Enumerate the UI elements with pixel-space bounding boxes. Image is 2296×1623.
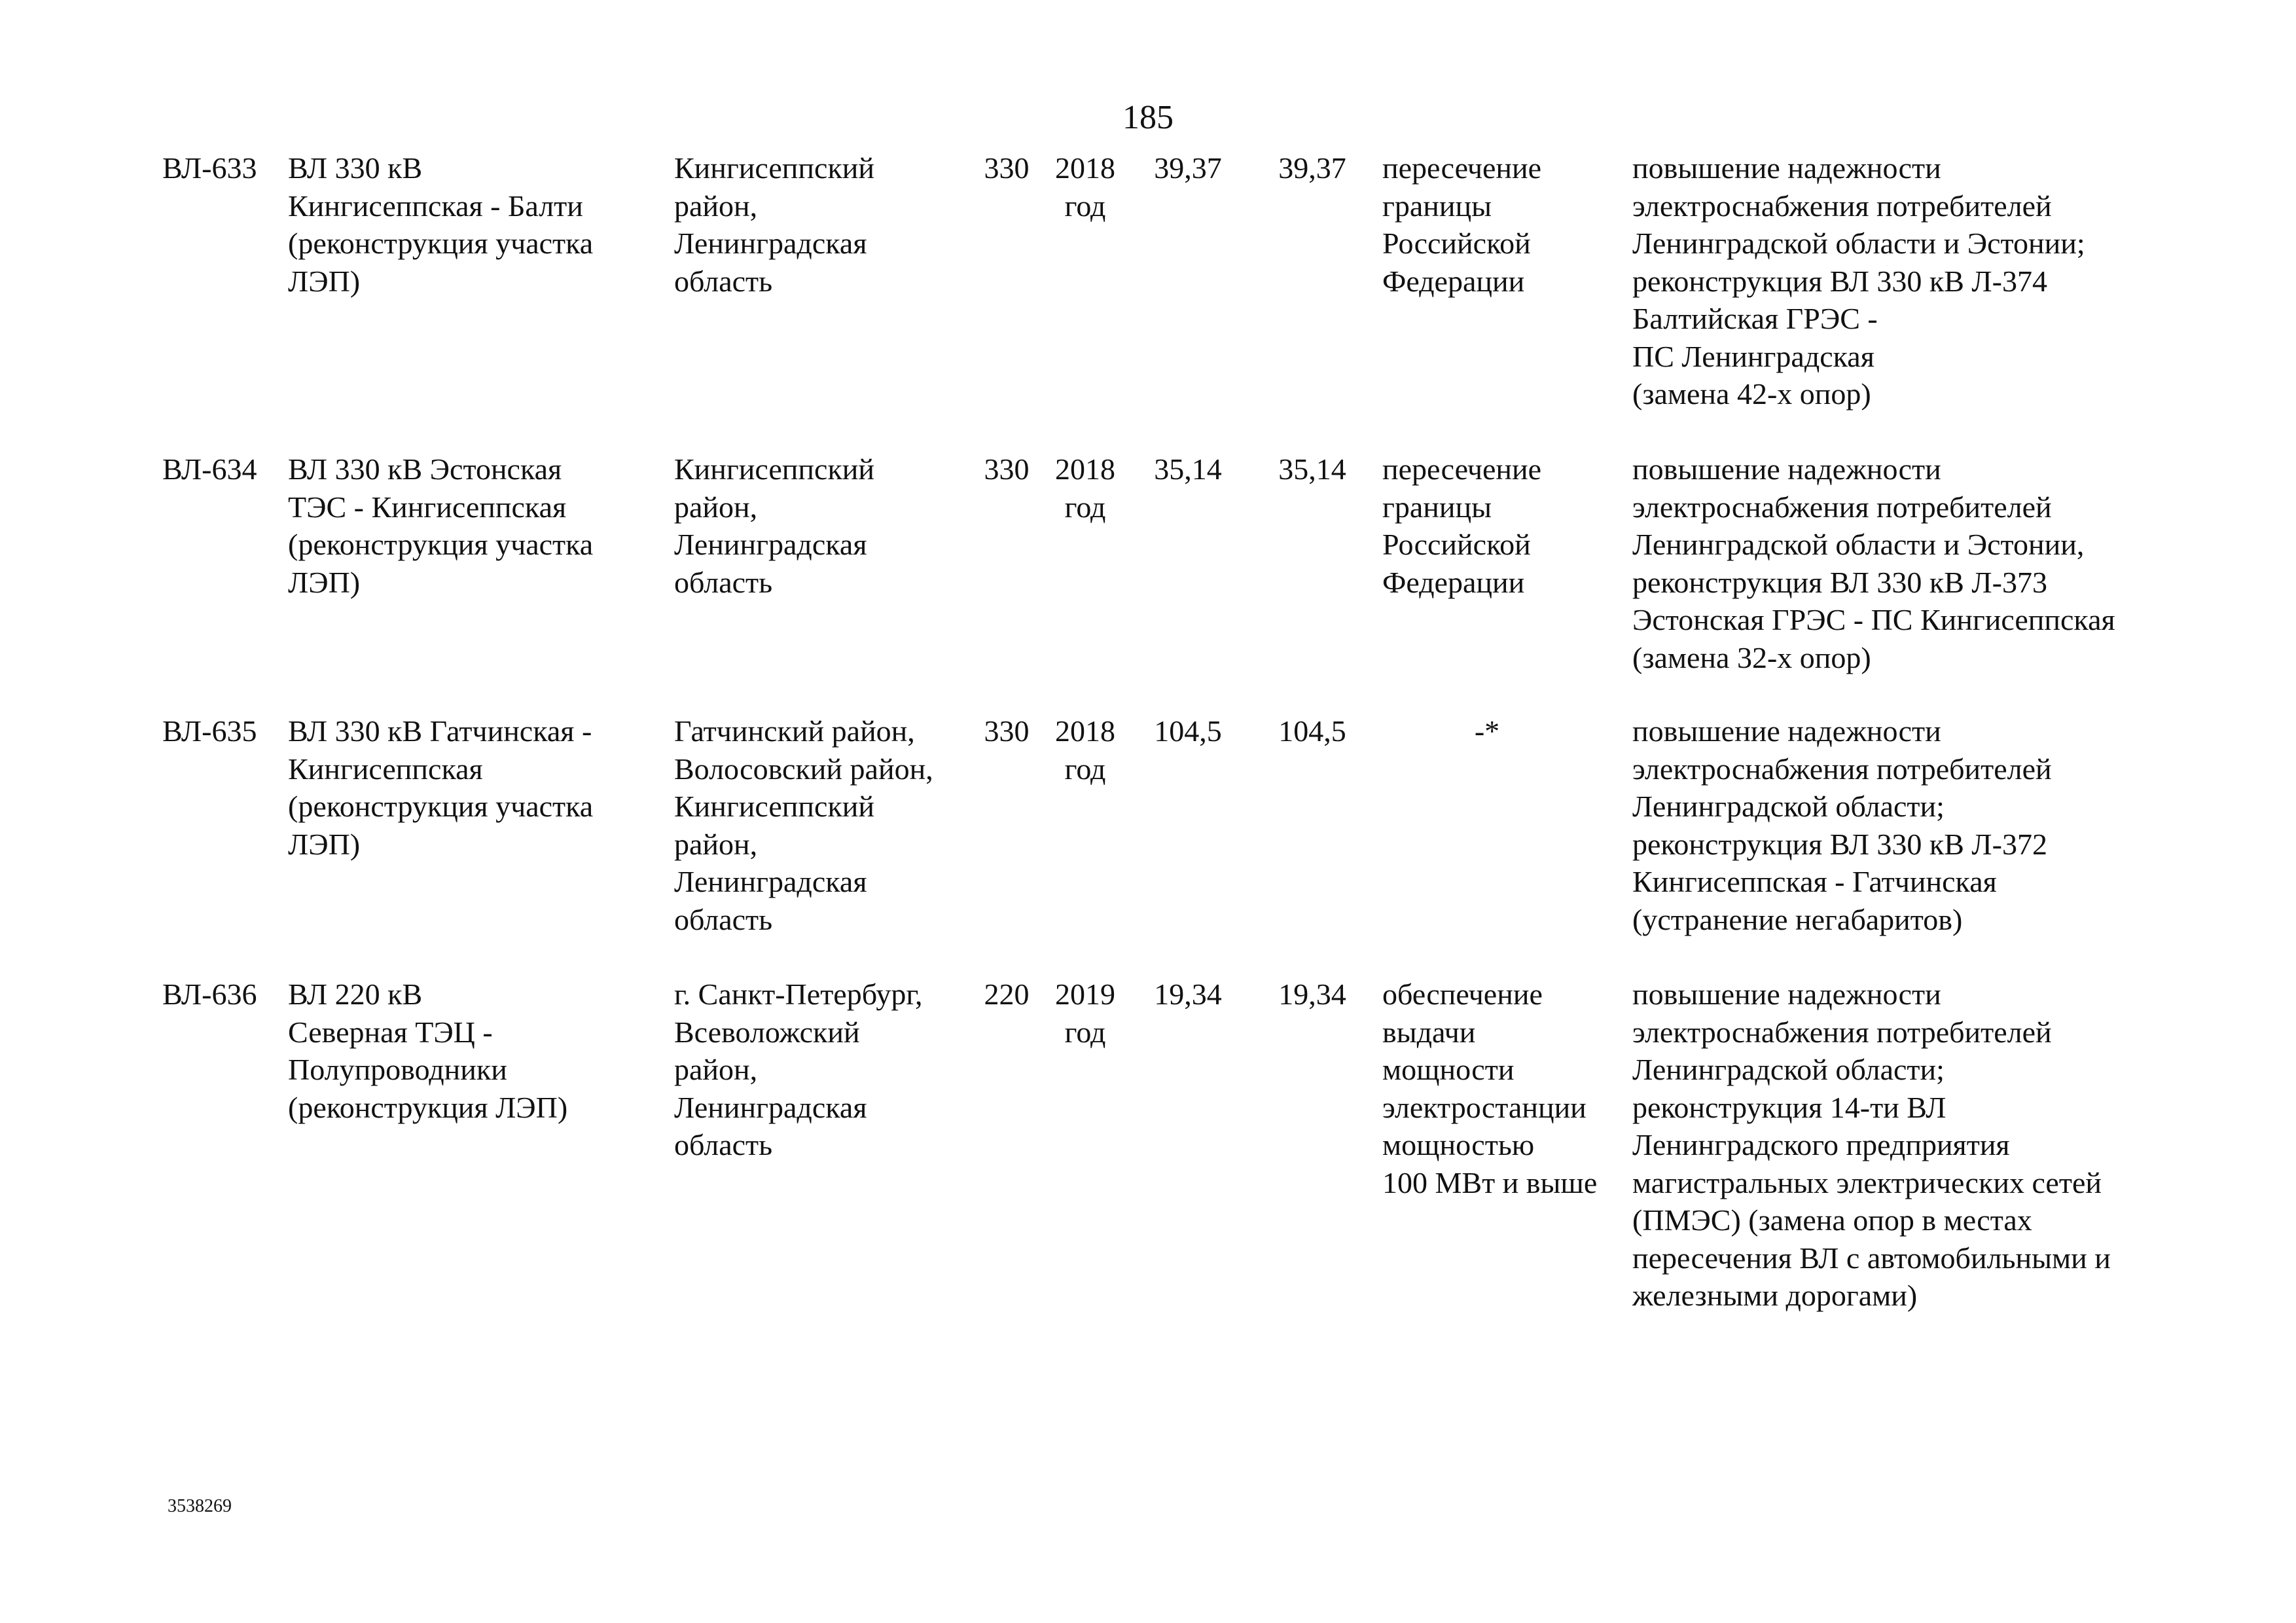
- row-reason: обеспечение выдачи мощности электростанции мощностью 100 МВт и выше: [1382, 977, 1598, 1199]
- row-reason: пересечение границы Российской Федерации: [1382, 151, 1542, 298]
- row-code: ВЛ-634: [162, 452, 257, 486]
- row-voltage: 330: [984, 151, 1030, 185]
- row-line-name: ВЛ 330 кВ Гатчинская - Кингисеппская (реконструкция участка ЛЭП): [288, 714, 594, 861]
- row-voltage: 330: [984, 714, 1030, 748]
- row-line-name: ВЛ 330 кВ Кингисеппская - Балти (реконструкция участка ЛЭП): [288, 151, 594, 298]
- row-year: 2018 год: [1055, 714, 1115, 786]
- row-length-total: 19,34: [1154, 977, 1222, 1011]
- row-code: ВЛ-636: [162, 977, 257, 1011]
- row-length-part: 104,5: [1278, 714, 1346, 748]
- row-purpose: повышение надежности электроснабжения потребителей Ленинградской области и Эстонии, реконструкция ВЛ 330 кВ Л-373 Эстонская ГРЭС - ПС Кингисеппская (замена 32-х опор): [1632, 452, 2115, 674]
- row-purpose: повышение надежности электроснабжения потребителей Ленинградской области и Эстонии; реконструкция ВЛ 330 кВ Л-374 Балтийская ГРЭС - ПС Ленинградская (замена 42-х опор): [1632, 151, 2085, 410]
- row-location: г. Санкт-Петербург, Всеволожский район, Ленинградская область: [674, 977, 923, 1161]
- row-length-total: 104,5: [1154, 714, 1222, 748]
- row-voltage: 220: [984, 977, 1030, 1011]
- row-voltage: 330: [984, 452, 1030, 486]
- row-year: 2019 год: [1055, 977, 1115, 1049]
- row-purpose: повышение надежности электроснабжения потребителей Ленинградской области; реконструкция ВЛ 330 кВ Л-372 Кингисеппская - Гатчинская (устранение негабаритов): [1632, 714, 2052, 936]
- document-id: 3538269: [168, 1496, 232, 1516]
- row-code: ВЛ-633: [162, 151, 257, 185]
- row-location: Кингисеппский район, Ленинградская область: [674, 452, 875, 599]
- row-purpose: повышение надежности электроснабжения потребителей Ленинградской области; реконструкция 14-ти ВЛ Ленинградского предприятия магистральных электрических сетей (ПМЭС) (замена опор в местах пересечения ВЛ с автомобильными и железными дорогами): [1632, 977, 2111, 1312]
- row-year: 2018 год: [1055, 452, 1115, 524]
- row-length-part: 39,37: [1278, 151, 1346, 185]
- row-line-name: ВЛ 220 кВ Северная ТЭЦ - Полупроводники (реконструкция ЛЭП): [288, 977, 568, 1124]
- row-length-part: 35,14: [1278, 452, 1346, 486]
- row-reason: -*: [1474, 714, 1500, 748]
- page-number: 185: [1122, 99, 1174, 136]
- row-length-total: 39,37: [1154, 151, 1222, 185]
- row-code: ВЛ-635: [162, 714, 257, 748]
- row-line-name: ВЛ 330 кВ Эстонская ТЭС - Кингисеппская (реконструкция участка ЛЭП): [288, 452, 594, 599]
- row-location: Гатчинский район, Волосовский район, Кингисеппский район, Ленинградская область: [674, 714, 933, 936]
- row-length-part: 19,34: [1278, 977, 1346, 1011]
- row-year: 2018 год: [1055, 151, 1115, 223]
- row-location: Кингисеппский район, Ленинградская область: [674, 151, 875, 298]
- row-length-total: 35,14: [1154, 452, 1222, 486]
- row-reason: пересечение границы Российской Федерации: [1382, 452, 1542, 599]
